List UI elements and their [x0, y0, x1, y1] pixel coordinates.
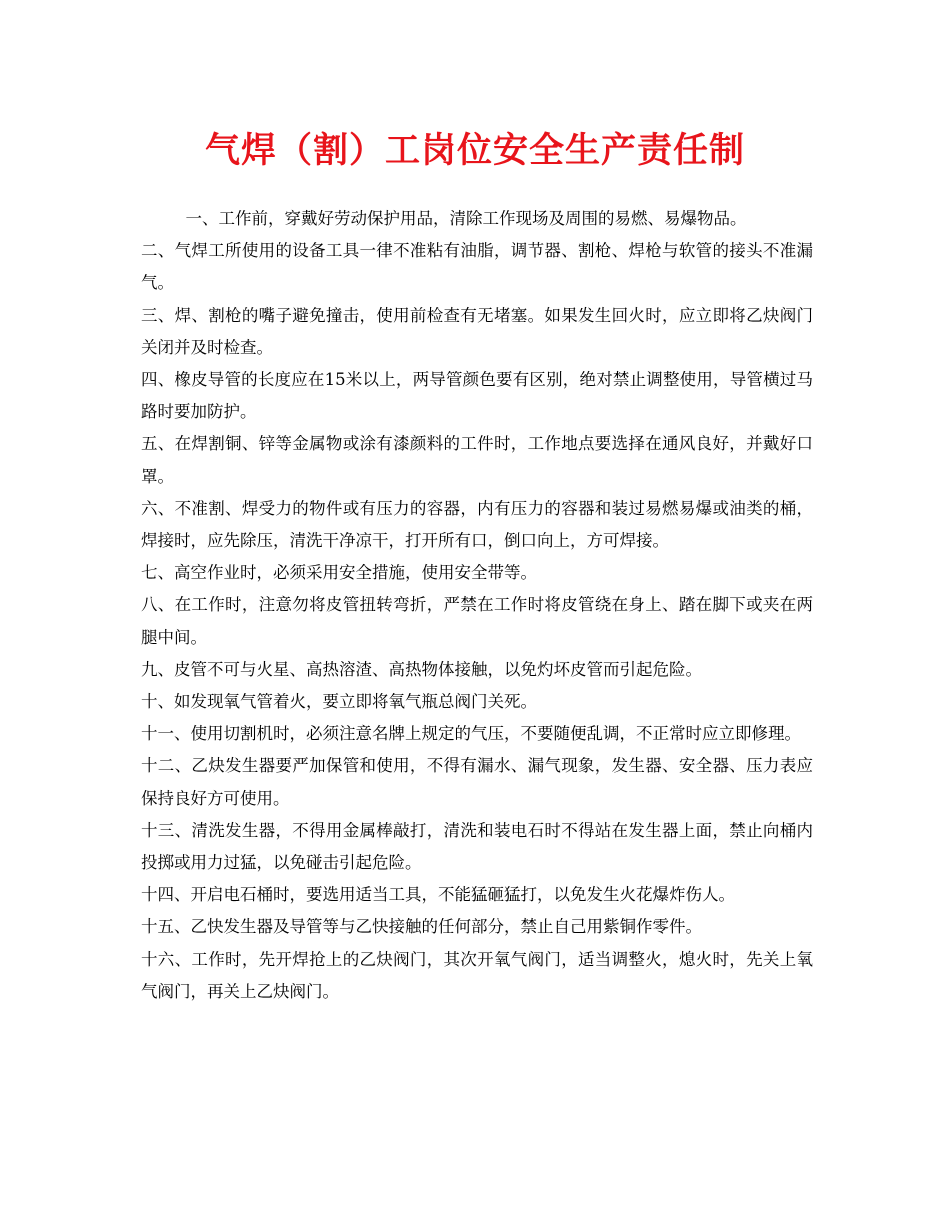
paragraph-16: 十六、工作时，先开焊抢上的乙炔阀门，其次开氧气阀门，适当调整火，熄火时，先关上氧气阀门，再关上乙炔阀门。 — [141, 949, 813, 1001]
document-title: 气焊（割）工岗位安全生产责任制 — [204, 130, 745, 171]
paragraph-10: 十、如发现氧气管着火，要立即将氧气瓶总阀门关死。 — [141, 692, 537, 712]
paragraph-8: 八、在工作时，注意勿将皮管扭转弯折，严禁在工作时将皮管绕在身上、踏在脚下或夹在两腿中间。 — [141, 595, 813, 647]
paragraph-7: 七、高空作业时，必须采用安全措施，使用安全带等。 — [141, 563, 537, 583]
paragraph-9: 九、皮管不可与火星、高热溶渣、高热物体接触，以免灼坏皮管而引起危险。 — [141, 659, 702, 679]
paragraph-13: 十三、清洗发生器，不得用金属棒敲打，清洗和装电石时不得站在发生器上面，禁止向桶内投掷或用力过猛，以免碰击引起危险。 — [141, 820, 813, 873]
paragraph-3: 三、焊、割枪的嘴子避免撞击，使用前检查有无堵塞。如果发生回火时，应立即将乙炔阀门关闭并及时检查。 — [141, 305, 813, 357]
paragraph-5: 五、在焊割铜、锌等金属物或涂有漆颜料的工件时，工作地点要选择在通风良好，并戴好口罩。 — [141, 434, 813, 486]
paragraph-4: 四、橡皮导管的长度应在15米以上，两导管颜色要有区别，绝对禁止调整使用，导管横过马路时要加防护。 — [141, 370, 813, 422]
paragraph-11: 十一、使用切割机时，必须注意名牌上规定的气压，不要随便乱调，不正常时应立即修理。 — [141, 724, 801, 744]
paragraph-2: 二、气焊工所使用的设备工具一律不准粘有油脂，调节器、割枪、焊枪与软管的接头不准漏气。 — [141, 241, 813, 293]
paragraph-1: 一、工作前，穿戴好劳动保护用品，清除工作现场及周围的易燃、易爆物品。 — [185, 209, 747, 228]
paragraph-6: 六、不准割、焊受力的物件或有压力的容器，内有压力的容器和装过易燃易爆或油类的桶，焊接时，应先除压，清洗干净凉干，打开所有口，倒口向上，方可焊接。 — [141, 498, 813, 551]
paragraph-12: 十二、乙炔发生器要严加保管和使用，不得有漏水、漏气现象，发生器、安全器、压力表应保持良好方可使用。 — [141, 756, 813, 808]
paragraph-15: 十五、乙快发生器及导管等与乙快接触的任何部分，禁止自己用紫铜作零件。 — [141, 917, 702, 937]
paragraph-14: 十四、开启电石桶时，要选用适当工具，不能猛砸猛打，以免发生火花爆炸伤人。 — [141, 885, 735, 905]
document-body — [141, 203, 813, 1008]
